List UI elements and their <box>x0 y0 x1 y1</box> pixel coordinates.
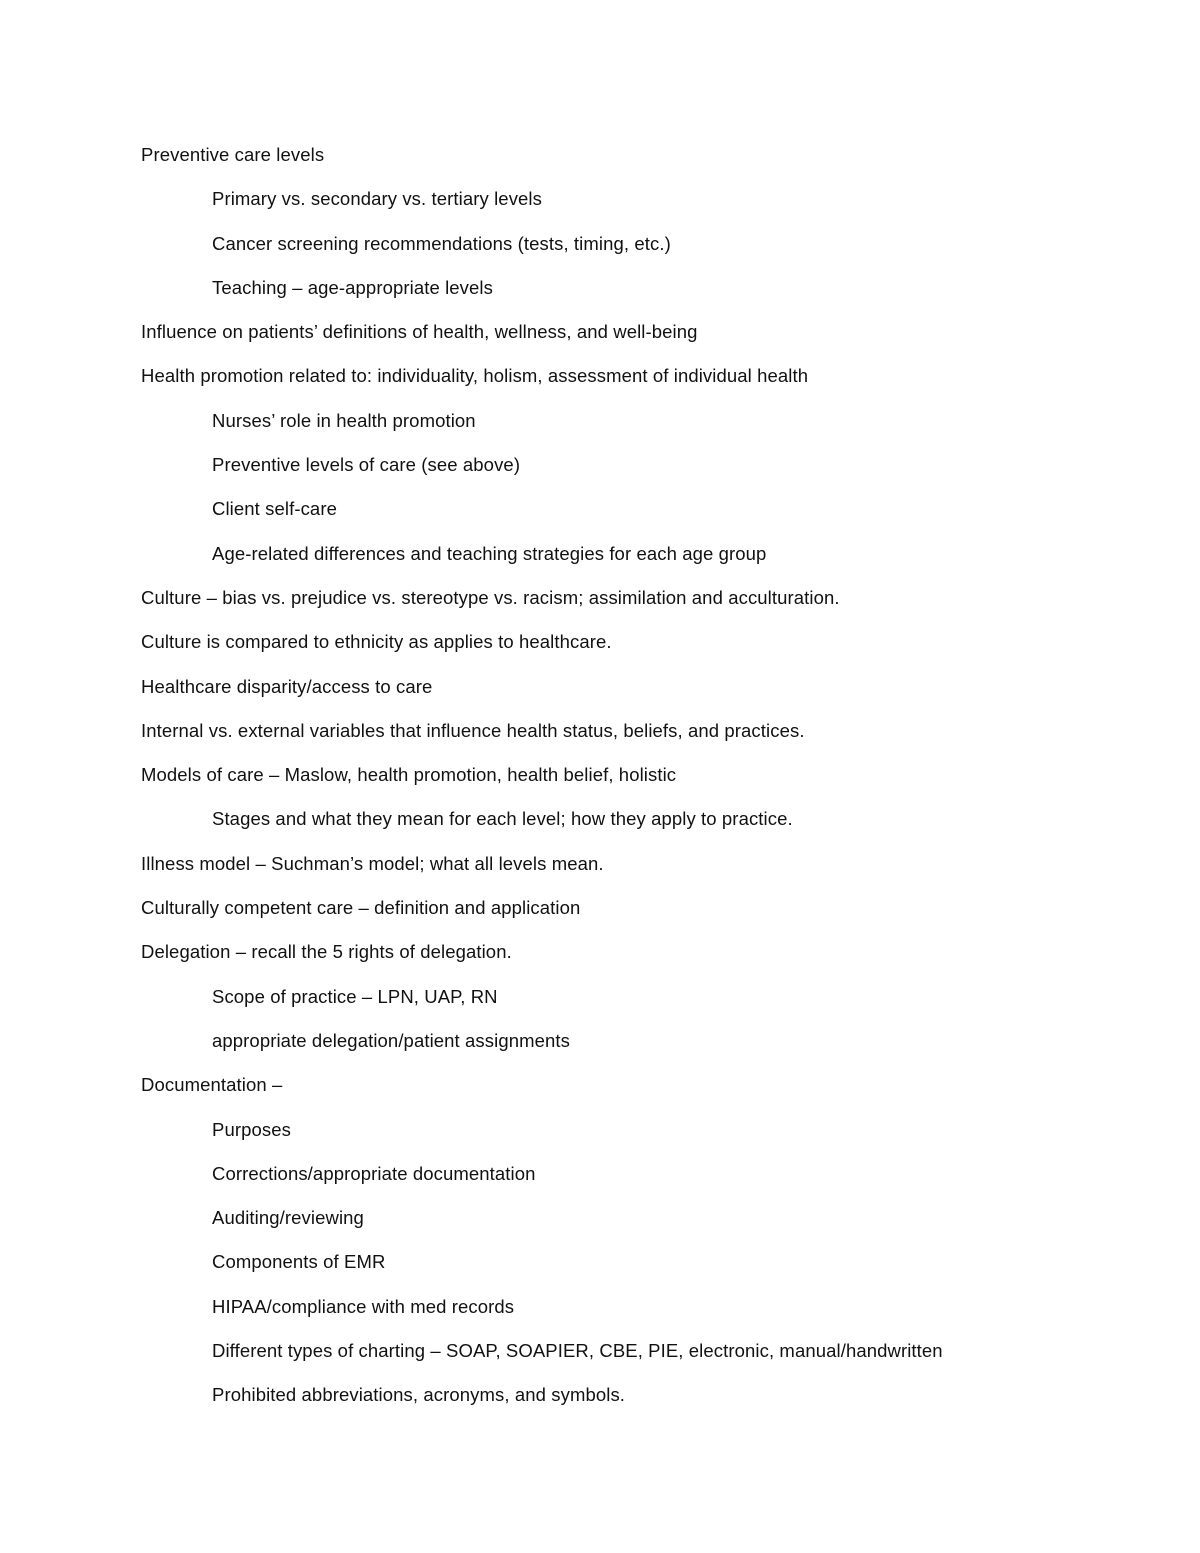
outline-subline: HIPAA/compliance with med records <box>212 1295 515 1317</box>
outline-subline: Stages and what they mean for each level; how they apply to practice. <box>212 808 793 830</box>
outline-subline: Preventive levels of care (see above) <box>212 454 521 476</box>
outline-line: Delegation – recall the 5 rights of delegation. <box>141 941 512 963</box>
outline-line: Culture – bias vs. prejudice vs. stereotype vs. racism; assimilation and acculturation. <box>141 586 840 608</box>
outline-list <box>141 142 1141 1427</box>
outline-subline: Prohibited abbreviations, acronyms, and symbols. <box>212 1384 626 1406</box>
outline-line: Healthcare disparity/access to care <box>141 675 433 697</box>
outline-subline: Cancer screening recommendations (tests, timing, etc.) <box>212 232 671 254</box>
outline-subline: Scope of practice – LPN, UAP, RN <box>212 985 498 1007</box>
outline-subline: Teaching – age-appropriate levels <box>212 276 493 298</box>
outline-subline: Nurses’ role in health promotion <box>212 409 476 431</box>
outline-subline: Purposes <box>212 1118 291 1140</box>
outline-subline: Corrections/appropriate documentation <box>212 1162 536 1184</box>
outline-line: Internal vs. external variables that influence health status, beliefs, and practices. <box>141 719 805 741</box>
outline-line: Health promotion related to: individuality, holism, assessment of individual health <box>141 365 809 387</box>
outline-line: Illness model – Suchman’s model; what all levels mean. <box>141 852 604 874</box>
outline-line: Models of care – Maslow, health promotion, health belief, holistic <box>141 764 677 786</box>
outline-subline: Different types of charting – SOAP, SOAPIER, CBE, PIE, electronic, manual/handwritten <box>212 1340 943 1362</box>
outline-line: Preventive care levels <box>141 144 325 165</box>
outline-subline: Age-related differences and teaching strategies for each age group <box>212 542 767 564</box>
outline-subline: Primary vs. secondary vs. tertiary levels <box>212 188 542 210</box>
outline-subline: appropriate delegation/patient assignments <box>212 1029 570 1051</box>
outline-subline: Components of EMR <box>212 1251 386 1273</box>
outline-line: Culturally competent care – definition and application <box>141 897 581 919</box>
outline-subline: Auditing/reviewing <box>212 1207 364 1229</box>
outline-line: Culture is compared to ethnicity as applies to healthcare. <box>141 631 612 653</box>
outline-subline: Client self-care <box>212 498 337 520</box>
outline-line: Influence on patients’ definitions of health, wellness, and well-being <box>141 321 698 343</box>
outline-line: Documentation – <box>141 1074 283 1096</box>
